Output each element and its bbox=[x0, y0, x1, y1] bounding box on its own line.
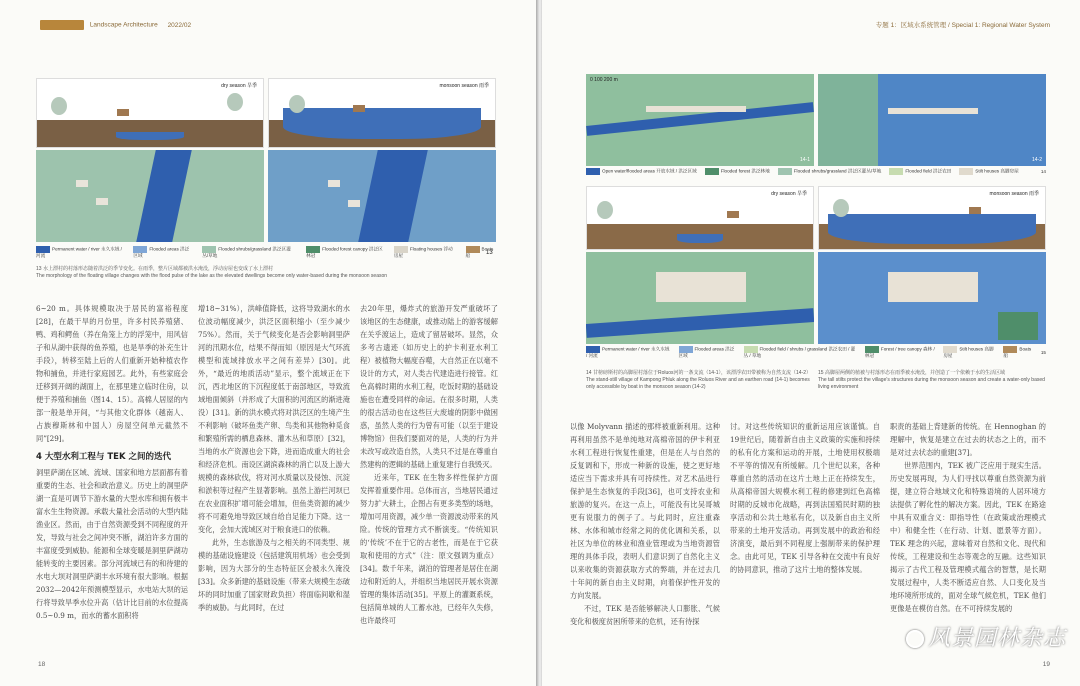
section-heading: 4 大型水利工程与 TEK 之间的迭代 bbox=[36, 452, 171, 462]
fig13-wet-plan bbox=[268, 150, 496, 242]
fig15-legend: Permanent water / river 永久水域 / 河流 Flooded areas 洪泛区域 Flooded field / shrubs / grassland 洪泛农田 / 灌丛 / 草地 Forest / tree canopy 森林 / 林冠 Stilt houses 高脚房屋 Boats 船 15 bbox=[586, 346, 1046, 358]
left-col-3: 去20年里，爆炸式的旅游开发严重破坏了该地区的生态健康，或推动陆上的游客缓解在关乎渡运上，造成了留居破坏。显然，众多考古遗迹（如历史上的护卡利亚水利工程）被植物大幅度吞噬，大自然正在以毫不设计的方式，对人类古代建造进行接管。红色高棉时期的水利工程，吃饭时期的基础设施也在遭受同样的命运。在很多时期，人类的很古活动也在这些巨大废墟的阴影中做困惑，虽然人类的行为曾有可能（以至于建设博物馆）但我们要面对的是，人类的行为并未改写或改造自然，人类只不过是在尊重自然建构的逻辑的基础上重复建行自我毁灭。 近来年，TEK 在生物多样性保护方面发挥着重要作用。总体而言，当地居民通过努力扩大耕土，企图占有更多类型的场地，增加可用资源，减少单一资源波动带来的风险。传统的管理方式不断演变。“传统知识的‘传统’不在于它的古老性，而是在于它获取和使用的方式”（注：原文强调为重点）[34]。数千年来，湖泊的管理者是居住在湖边和附近的人，并组织当地居民开展水资源管理的集体活动[35]。平原上的灌溉系统，包括简单城的人工蓄水池，已经年久失修，也许最终可 bbox=[360, 304, 498, 625]
fig13-legend: Permanent water / river 永久水域 / 河流 Flooded areas 洪泛区域 Flooded shrubs/grassland 洪泛区灌丛/草地 Flooded forest canopy 洪泛区林冠 Floating houses 浮动房屋 Boats 船 bbox=[36, 246, 494, 258]
wechat-icon bbox=[906, 630, 924, 648]
fig15-wet-section bbox=[818, 186, 1046, 250]
journal-logo bbox=[40, 20, 84, 30]
left-col-2: 增18~31%），洪峰值降低，这将导致湖水的水位波动幅度减少，洪泛区面积缩小（至少减少75%）。然而，关于气候变化是否会影响洞里萨河的汛期水位，结果不得而知（原因是大气环流模型和流域排放水平之间有差异）[30]。此外，“最近的地质活动”显示，整个流域正在下沉，西北地区的下沉程度低于南部地区，导致流域地面倾斜（并形成了大面积的河流区的渐进淹没）[31]。新的洪水模式将对洪泛区的生境产生不利影响（破坏鱼类产卵、鸟类和其他物种觅食和繁殖所需的栖息森林、灌木丛和草原）[32]，当地的水产资源也会下降，进而造成重大的社会和经济危机。南设区湖滨森林的消亡以及上游大规模的森林砍伐，将对河水质量以及侵蚀、沉淀和淤积等过程产生显著影响。虽然上游拦河坝已在农业面积扩增可能会增加，但鱼类资源的减少将不可避免地导致区域自给自足能力下降。这一变化，会加大流域区对于粮食进口的依赖。 此外，生态旅游及与之相关的不同类型、规模的基础设施建设（包括建筑用机场）也会受到影响，因为大部分的生态特征区会被永久淹没[33]。众多新建的基础设施（带来大规模生态破坏的同时加重了国家财政负担）将面临间歇和湿季的威胁。与此同时，在过 bbox=[198, 304, 350, 612]
right-page-number: 19 bbox=[1042, 661, 1050, 668]
fig15-caption: 15 高脚屋两侧的植被与村落形态在雨季被水淹没，并创造了一个依赖于水的生活区域 The tall stilts protect the village's structures during the monsoon season and create a water-only based living environment bbox=[818, 370, 1045, 390]
journal-name: Landscape Architecture bbox=[89, 21, 158, 29]
left-page-number: 18 bbox=[38, 661, 46, 668]
left-header bbox=[40, 20, 191, 30]
issue-number: 2022/02 bbox=[167, 21, 192, 29]
right-col-2: 讨。对这些传统知识的重新运用应该谨慎。自19世纪后，随着新自由主义政策的实施和持续的私有化方案和运动的开展，土地使用权极端不平等的情况有所缓解。几个世纪以来，各种尊重自然的活动在这片土地上正在持续发生，从高棉帝国大规模水利工程的修建到红色高棉时期的反城市化战略，再到法国殖民时期的独享活动和公共土地私有化，以及新自由主义所带来的土地开发活动。再到发展中的政治和经济演变，最后到不同程度上强制带来的保护理念。由此可见，TEK 引导各种在交流中有良好的协同意识，推动了这片土地的整体发展。 bbox=[730, 422, 880, 574]
right-col-3: 职责的基础上背建新的传统。在 Hennoghan 的理解中，恢复是建立在过去的状态之上的，而不是对过去状态的重建[37]。 世界范围内，TEK 被广泛应用于现实生活。历史发展再现，为人们寻找以尊重自然资源为前提，建立符合地域文化和特殊语境的人居环境方法提供了孵化性的解决方案。因此，TEK 在路途中具有双重含义：即指导性（在政策或治理模式中）和健全性（在行动、计划、愿景等方面）。TEK 理念的兴起，意味着对自然和文化、现代和传统，工程建设和生态等观念的互融。这些知识揭示了古代工程及管理模式蕴含的智慧，是长期发展过程中，人类不断适应自然、人口变化及当地环境所形成的，面对全球气候危机，TEK 他们更像是在模仿自然。在不可持续发展的 bbox=[890, 422, 1046, 613]
left-page bbox=[0, 0, 538, 686]
fig15-dry-section bbox=[586, 186, 814, 250]
fig13-dry-plan bbox=[36, 150, 264, 242]
fig13-caption: 13 水上漂村的村落形态随着洪泛的季节变化。在雨季，整片区域都被洪水淹没，浮动房屋也变成了水上漂村 The morphology of the floating village changes with the flood pulse of the lake as the elevated dwellings become only water-based during the monsoon season bbox=[36, 266, 388, 279]
fig15-wet-label: monsoon season 雨季 bbox=[989, 191, 1039, 197]
right-page bbox=[542, 0, 1080, 686]
fig13-dry-section bbox=[36, 78, 264, 148]
left-col-1: 6~20 m。具体规模取决于居民的富裕程度[28]，在最干旱的月份里，许多村民养殖猪、鸭、鸡和鳄鱼（养在角笼上方的浮笼中，用风信子和从湖中获得的鱼养殖，也是旱季的补充生计手段），转移至陆上后的人们重新开始种植农作物和捕鱼，并进行家庭园艺。此外，有些家庭会迁移到开阔的湖面上，在那里建立临时住房，以便于养殖和捕鱼（图14、15）。高棉人居屋的内部一般是单开间，“与其他文化群体（越南人、占族穆斯林和中国人）房屋空间单元截然不同”[29]。 4 大型水利工程与 TEK 之间的迭代 洞里萨湖在区域、流域、国家和地方层面都有着重要的生态、社会和政治意义。历史上的洞里萨湖一直是可调节下游水量的大型水库和拥有极丰富水生生物资源。承载大量社会活动的大型内陆渔业区。然而，由于自然资源受到不同程度的开发，导致与社会之间冲突不断，湖泊许多方面的丰富度受到威胁。能源和全球变暖是洞里萨湖功能转变的主要因素。部分河流域已有的和待建的水电大坝对洞里萨湖丰水环境有很大影响。根据2032—2042年预测模型显示，水电站大坝的运行将导致旱季水位升高（估计比目前的水位提高0.5~0.9 m，而水的蓄水面积将 bbox=[36, 304, 188, 620]
fig14-caption: 14 甘榜磅斯村的高脚屋村落位于Roluos河的一条支流（14-1），该漂浮农田带被称为自然支流（14-2） The stand-still village of Kampong Phluk along the Roluos River and an earthen road (14-1) becomes only accessible by boat in the monsoon season (14-2) bbox=[586, 370, 812, 390]
fig14-2-map: 14-2 bbox=[818, 74, 1046, 166]
fig15-dry-label: dry season 旱季 bbox=[771, 191, 807, 197]
fig13-number: 13 bbox=[486, 250, 493, 256]
right-header: 专题 1：区域水系统管理 / Special 1: Regional Water System bbox=[875, 22, 1050, 29]
fig14-1-map: 0 100 200 m 14-1 bbox=[586, 74, 814, 166]
right-col-1: 以像 Molyvann 描述的那样被重新利用。这种再利用虽然不是单纯地对高棉帝国的伊卡利亚水利工程进行恢复性重建，但是在人与自然的反复调和下，形成一种新的设施，使之更好地适应当下需求并具有可持续性。对艺术品进行保护是生态恢复的手段[36]，也可支持农业和旅游的复兴。在这一点上，可能没有比吴哥城更有说服力的例子了。与此同时，应注重森林、水体和城市经常之间的优化调和关系，以社区为单位的林业和渔业管理或为当地资源管理的具体手段，表明人们意识到了自然化主义以来收集的资源获取方式的弊端，并在过去几十年间的新自由主义时期，向着保护性开发的方向发展。 不过，TEK 是否能够解决人口膨胀、气候变化和极度贫困所带来的危机，还有待探 bbox=[570, 422, 720, 626]
fig13-wet-label: monsoon season 雨季 bbox=[439, 83, 489, 89]
fig14-legend: Open water/flooded areas 开放水域 / 洪泛区域 Flooded forest 洪泛林地 Flooded shrubs/grassland 洪泛区灌丛/草地 Flooded field 洪泛农田 Stilt houses 高脚房屋 14 bbox=[586, 168, 1046, 175]
fig13-wet-section bbox=[268, 78, 496, 148]
fig15-wet-plan bbox=[818, 252, 1046, 344]
watermark: 风景园林杂志 bbox=[906, 621, 1066, 652]
fig13-dry-label: dry season 旱季 bbox=[221, 83, 257, 89]
fig15-dry-plan bbox=[586, 252, 814, 344]
